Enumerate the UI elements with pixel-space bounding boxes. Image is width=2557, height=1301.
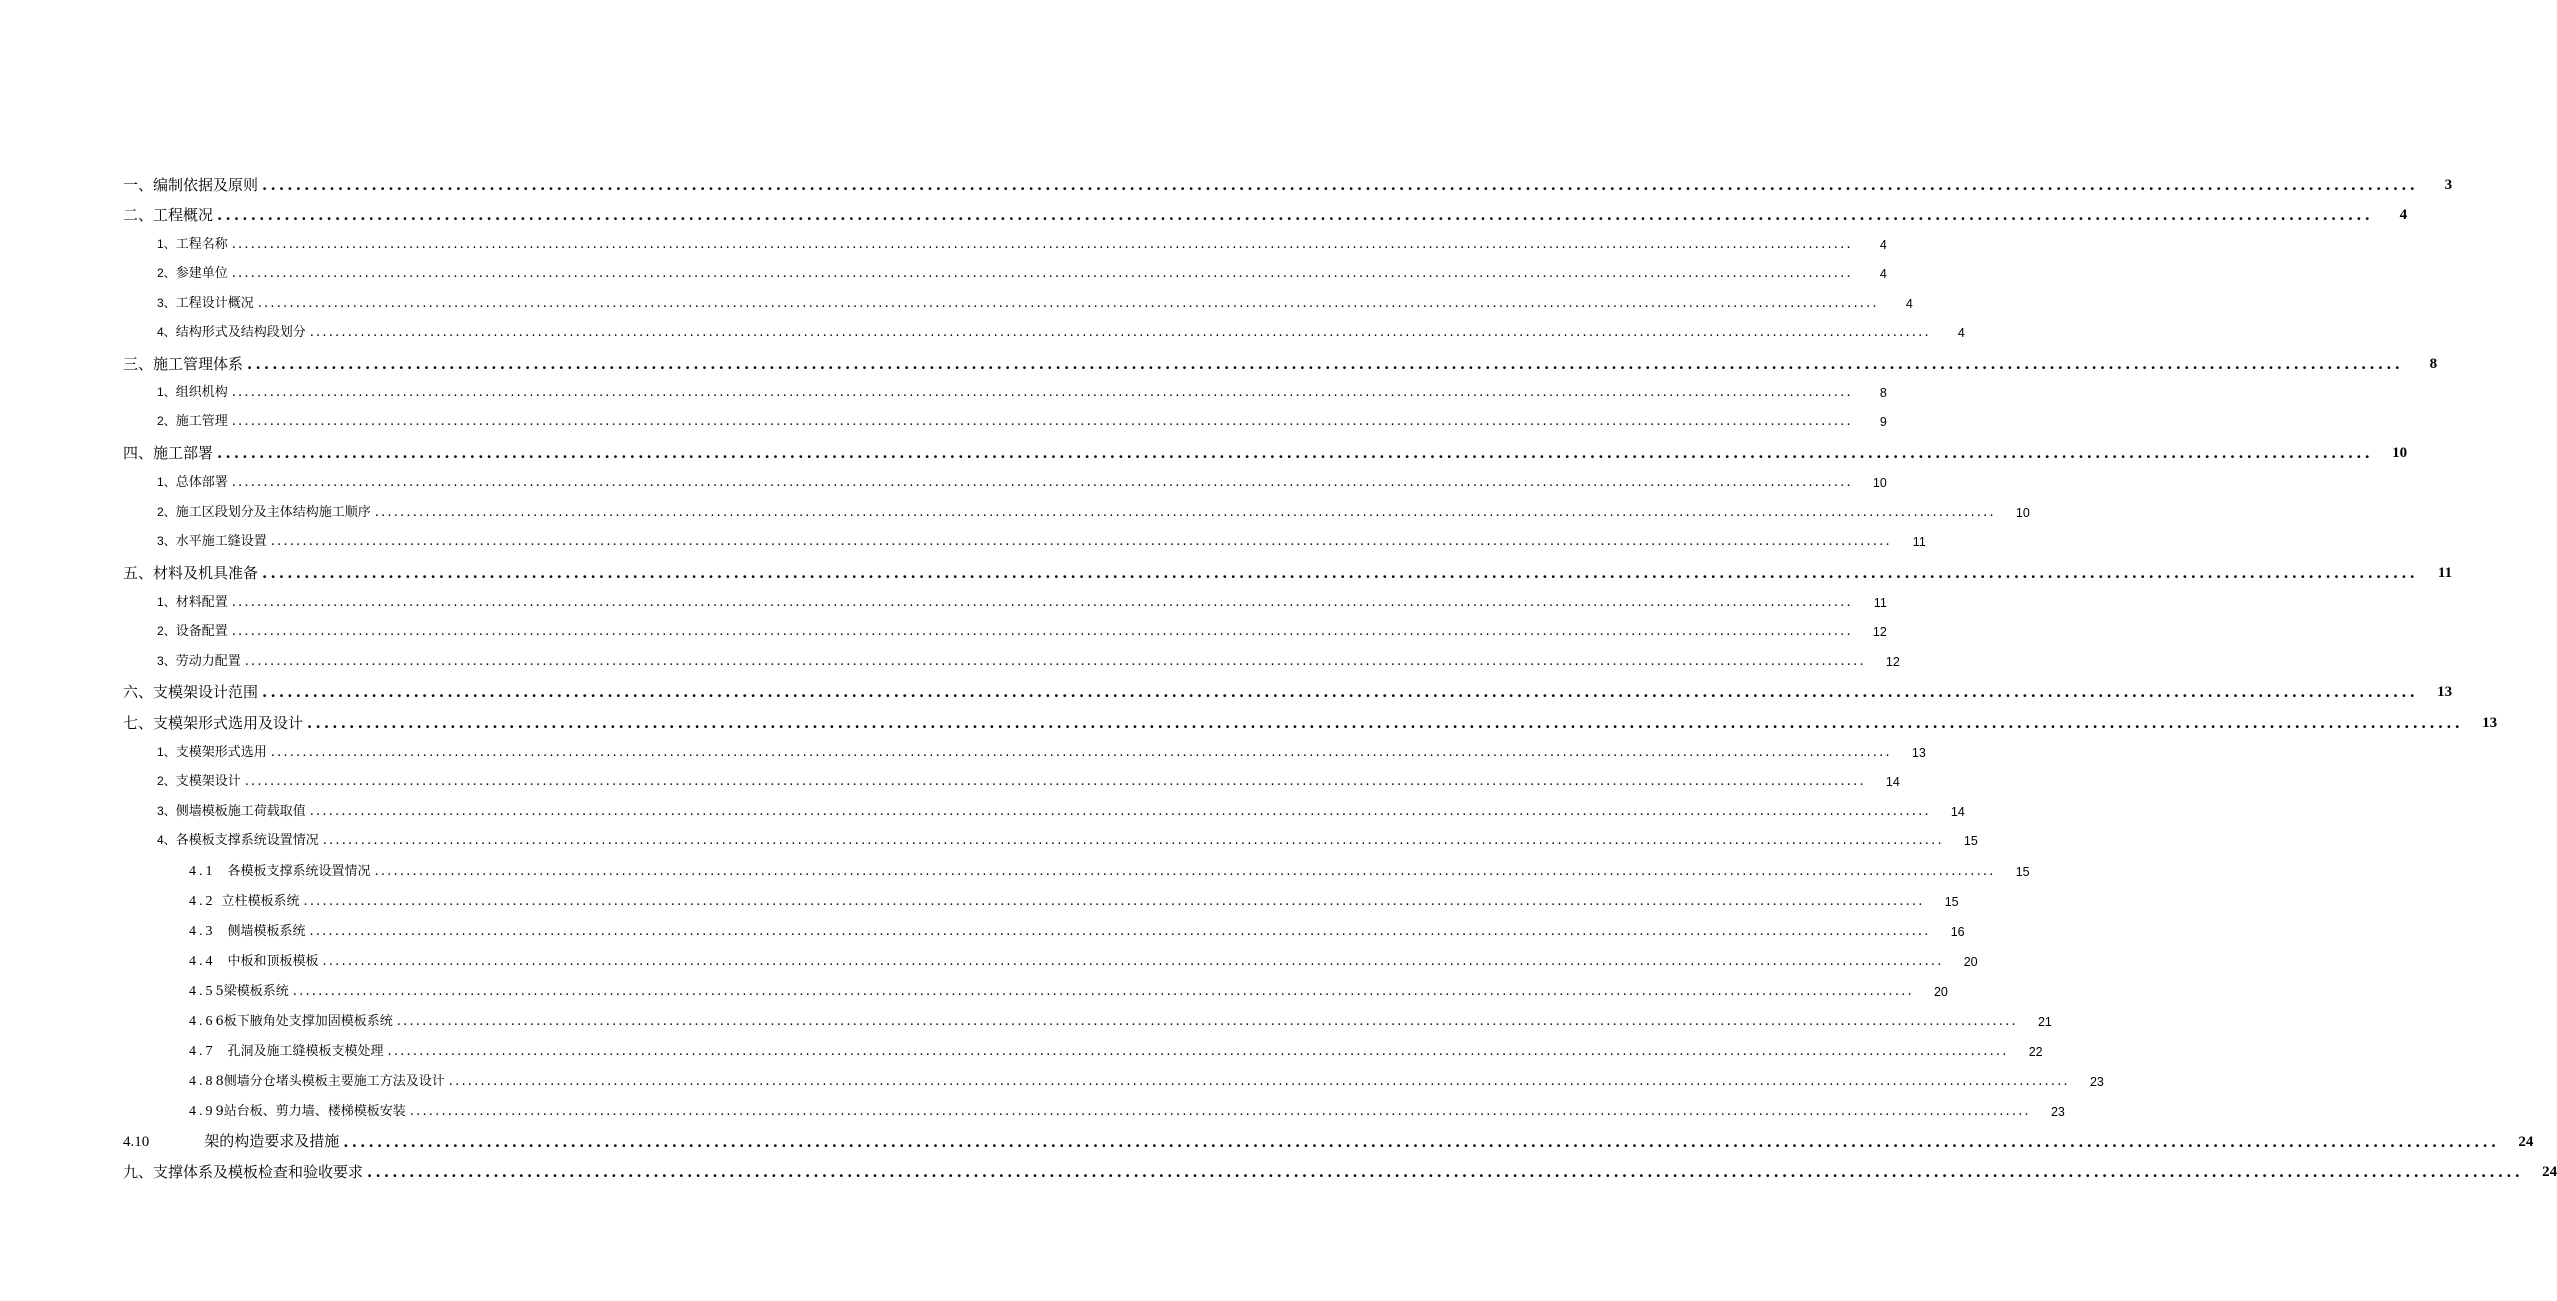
- toc-entry-title: 3、劳动力配置: [157, 654, 241, 669]
- dot-leader: ................................................................................................................................................................................................................................................................: [322, 833, 1944, 848]
- toc-entry[interactable]: [0, 437, 2408, 463]
- toc-entry-page: 21: [2037, 1015, 2052, 1029]
- toc-entry-title: 二、工程概况: [123, 206, 214, 224]
- toc-entry-page: 20: [1933, 985, 1948, 999]
- toc-entry[interactable]: [0, 1066, 2104, 1092]
- dot-leader: ................................................................................................................................................................................................................................................................: [217, 206, 2374, 224]
- dot-leader: ................................................................................................................................................................................................................................................................: [231, 266, 1853, 281]
- toc-entry-title: 4.88侧墙分仓堵头模板主要施工方法及设计: [189, 1074, 445, 1089]
- toc-entry[interactable]: [0, 169, 2453, 195]
- toc-entry-page: 14: [1885, 775, 1900, 789]
- dot-leader: ................................................................................................................................................................................................................................................................: [270, 534, 1892, 549]
- toc-entry-title: 1、材料配置: [157, 595, 228, 610]
- dot-leader: ................................................................................................................................................................................................................................................................: [309, 325, 1931, 340]
- toc-entry-title: 一、编制依据及原则: [123, 176, 259, 194]
- dot-leader: ................................................................................................................................................................................................................................................................: [367, 1163, 2524, 1181]
- toc-entry-page: 23: [2050, 1105, 2065, 1119]
- dot-leader: ................................................................................................................................................................................................................................................................: [292, 984, 1914, 999]
- toc-entry[interactable]: [0, 1156, 2557, 1182]
- toc-entry-page: 4: [1879, 267, 1887, 281]
- toc-entry-page: 15: [2015, 865, 2030, 879]
- toc-entry[interactable]: [0, 856, 2030, 882]
- toc-entry[interactable]: [0, 317, 1965, 343]
- toc-entry[interactable]: [0, 676, 2453, 702]
- toc-entry[interactable]: [0, 497, 2030, 523]
- toc-entry[interactable]: [0, 766, 1900, 792]
- toc-entry-title: 4.10 架的构造要求及措施: [123, 1132, 340, 1150]
- toc-entry[interactable]: [0, 526, 1926, 552]
- toc-entry-title: 4.1 各模板支撑系统设置情况: [189, 864, 371, 879]
- toc-entry-title: 九、支撑体系及模板检查和验收要求: [123, 1163, 364, 1181]
- toc-entry-page: 4: [1957, 326, 1965, 340]
- toc-entry-page: 13: [1911, 746, 1926, 760]
- dot-leader: ................................................................................................................................................................................................................................................................: [244, 654, 1866, 669]
- toc-entry-title: 4、各模板支撑系统设置情况: [157, 833, 319, 848]
- toc-entry-page: 13: [2482, 715, 2498, 731]
- toc-entry-title: 2、参建单位: [157, 266, 228, 281]
- toc-entry[interactable]: [0, 1036, 2043, 1062]
- dot-leader: ................................................................................................................................................................................................................................................................: [303, 894, 1925, 909]
- toc-entry-page: 23: [2089, 1075, 2104, 1089]
- toc-entry-page: 16: [1950, 925, 1965, 939]
- toc-entry-page: 10: [1872, 476, 1887, 490]
- toc-entry-title: 3、侧墙模板施工荷载取值: [157, 804, 306, 819]
- toc-entry-title: 4.3 侧墙模板系统: [189, 924, 306, 939]
- toc-entry-title: 1、组织机构: [157, 385, 228, 400]
- dot-leader: ................................................................................................................................................................................................................................................................: [307, 714, 2464, 732]
- dot-leader: ................................................................................................................................................................................................................................................................: [262, 683, 2419, 701]
- dot-leader: ................................................................................................................................................................................................................................................................: [309, 804, 1931, 819]
- toc-entry-title: 1、支模架形式选用: [157, 745, 267, 760]
- toc-entry[interactable]: [0, 467, 1887, 493]
- toc-entry[interactable]: [0, 796, 1965, 822]
- dot-leader: ................................................................................................................................................................................................................................................................: [231, 595, 1853, 610]
- toc-entry-page: 13: [2437, 684, 2453, 700]
- toc-entry-page: 10: [2015, 506, 2030, 520]
- dot-leader: ................................................................................................................................................................................................................................................................: [244, 774, 1866, 789]
- toc-entry[interactable]: [0, 229, 1887, 255]
- toc-entry-title: 2、支模架设计: [157, 774, 241, 789]
- toc-entry-title: 4.7 孔洞及施工缝模板支模处理: [189, 1044, 384, 1059]
- toc-entry-page: 8: [2429, 356, 2438, 372]
- toc-entry-title: 2、设备配置: [157, 624, 228, 639]
- toc-entry[interactable]: [0, 737, 1926, 763]
- toc-entry[interactable]: [0, 886, 1959, 912]
- toc-entry-title: 4、结构形式及结构段划分: [157, 325, 306, 340]
- toc-entry[interactable]: [0, 825, 1978, 851]
- dot-leader: ................................................................................................................................................................................................................................................................: [374, 864, 1996, 879]
- toc-entry-title: 2、施工区段划分及主体结构施工顺序: [157, 505, 371, 520]
- toc-entry-title: 4.2 立柱模板系统: [189, 894, 300, 909]
- toc-entry-page: 11: [1912, 535, 1926, 549]
- toc-entry-page: 11: [1873, 596, 1887, 610]
- toc-entry-page: 15: [1944, 895, 1959, 909]
- toc-entry[interactable]: [0, 258, 1887, 284]
- toc-entry-title: 4.55梁模板系统: [189, 984, 289, 999]
- toc-entry-page: 4: [1879, 238, 1887, 252]
- toc-entry[interactable]: [0, 1006, 2052, 1032]
- toc-entry-page: 12: [1872, 625, 1887, 639]
- toc-entry[interactable]: [0, 646, 1900, 672]
- dot-leader: ................................................................................................................................................................................................................................................................: [231, 237, 1853, 252]
- toc-entry-page: 24: [2542, 1164, 2557, 1180]
- toc-entry[interactable]: [0, 587, 1887, 613]
- dot-leader: ................................................................................................................................................................................................................................................................: [343, 1133, 2500, 1151]
- toc-entry[interactable]: [0, 288, 1913, 314]
- toc-entry[interactable]: [0, 1126, 2534, 1152]
- toc-entry[interactable]: [0, 946, 1978, 972]
- toc-entry-title: 六、支模架设计范围: [123, 683, 259, 701]
- toc-entry-page: 4: [1905, 297, 1913, 311]
- toc-entry-title: 4.99站台板、剪力墙、楼梯模板安装: [189, 1104, 406, 1119]
- dot-leader: ................................................................................................................................................................................................................................................................: [257, 296, 1879, 311]
- dot-leader: ................................................................................................................................................................................................................................................................: [409, 1104, 2031, 1119]
- toc-entry-title: 四、施工部署: [123, 444, 214, 462]
- toc-entry-page: 14: [1950, 805, 1965, 819]
- dot-leader: ................................................................................................................................................................................................................................................................: [247, 355, 2404, 373]
- toc-entry-title: 3、水平施工缝设置: [157, 534, 267, 549]
- toc-entry-title: 2、施工管理: [157, 414, 228, 429]
- toc-entry-title: 1、工程名称: [157, 237, 228, 252]
- dot-leader: ................................................................................................................................................................................................................................................................: [262, 564, 2419, 582]
- toc-entry[interactable]: [0, 377, 1887, 403]
- toc-entry-page: 11: [2437, 565, 2453, 581]
- toc-entry-page: 8: [1879, 386, 1887, 400]
- toc-entry-title: 五、材料及机具准备: [123, 564, 259, 582]
- toc-entry-title: 3、工程设计概况: [157, 296, 254, 311]
- toc-entry[interactable]: [0, 199, 2408, 225]
- toc-entry-title: 七、支模架形式选用及设计: [123, 714, 304, 732]
- dot-leader: ................................................................................................................................................................................................................................................................: [309, 924, 1931, 939]
- toc-entry[interactable]: [0, 616, 1887, 642]
- toc-entry[interactable]: [0, 707, 2498, 733]
- toc-entry-page: 22: [2028, 1045, 2043, 1059]
- toc-entry-title: 三、施工管理体系: [123, 355, 244, 373]
- toc-entry-title: 4.4 中板和顶板模板: [189, 954, 319, 969]
- dot-leader: ................................................................................................................................................................................................................................................................: [387, 1044, 2009, 1059]
- dot-leader: ................................................................................................................................................................................................................................................................: [448, 1074, 2070, 1089]
- toc-entry[interactable]: [0, 916, 1965, 942]
- dot-leader: ................................................................................................................................................................................................................................................................: [322, 954, 1944, 969]
- toc-entry-page: 4: [2399, 207, 2408, 223]
- toc-entry-title: 1、总体部署: [157, 475, 228, 490]
- dot-leader: ................................................................................................................................................................................................................................................................: [374, 505, 1996, 520]
- toc-entry-page: 3: [2444, 177, 2453, 193]
- dot-leader: ................................................................................................................................................................................................................................................................: [231, 624, 1853, 639]
- dot-leader: ................................................................................................................................................................................................................................................................: [231, 385, 1853, 400]
- toc-entry-page: 15: [1963, 834, 1978, 848]
- dot-leader: ................................................................................................................................................................................................................................................................: [231, 475, 1853, 490]
- toc-entry-page: 10: [2392, 445, 2408, 461]
- toc-entry[interactable]: [0, 976, 1948, 1002]
- toc-entry[interactable]: [0, 1096, 2065, 1122]
- toc-entry-page: 20: [1963, 955, 1978, 969]
- toc-entry-title: 4.66板下腋角处支撑加固模板系统: [189, 1014, 393, 1029]
- dot-leader: ................................................................................................................................................................................................................................................................: [262, 176, 2419, 194]
- dot-leader: ................................................................................................................................................................................................................................................................: [217, 444, 2374, 462]
- toc-entry[interactable]: [0, 406, 1887, 432]
- toc-entry-page: 12: [1885, 655, 1900, 669]
- dot-leader: ................................................................................................................................................................................................................................................................: [270, 745, 1892, 760]
- toc-entry-page: 24: [2518, 1134, 2534, 1150]
- dot-leader: ................................................................................................................................................................................................................................................................: [231, 414, 1853, 429]
- toc-entry[interactable]: [0, 557, 2453, 583]
- toc-entry-page: 9: [1879, 415, 1887, 429]
- toc-entry[interactable]: [0, 348, 2438, 374]
- dot-leader: ................................................................................................................................................................................................................................................................: [396, 1014, 2018, 1029]
